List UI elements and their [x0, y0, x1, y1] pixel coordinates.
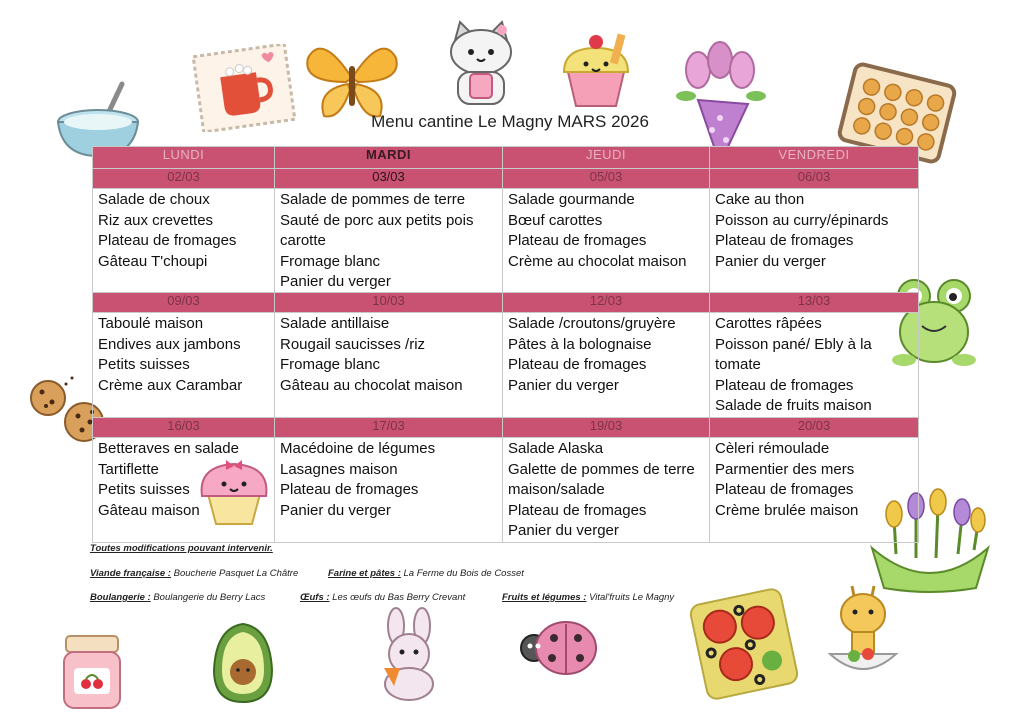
oeufs-label: Œufs : [300, 592, 330, 603]
menu-item: Crème au chocolat maison [508, 252, 687, 270]
menu-cell [710, 189, 919, 293]
fruits-label: Fruits et légumes : [502, 592, 587, 603]
jam-jar-icon [56, 628, 128, 712]
menu-item: Macédoine de légumes [280, 440, 436, 457]
date-cell: 10/03 [275, 293, 503, 313]
menu-item: Panier du verger [715, 252, 826, 270]
menu-item: Salade antillaise [280, 315, 390, 332]
menu-item: Plateau de fromages [715, 481, 854, 498]
menu-table [92, 146, 919, 543]
tomato-salad-icon [688, 586, 800, 702]
date-row-week-3 [93, 418, 919, 438]
menu-item: Gâteau maison [98, 501, 200, 519]
date-row-week-1 [93, 169, 919, 189]
menu-item: Cake au thon [715, 191, 805, 208]
menu-item: Carottes râpées [715, 315, 822, 332]
avocado-icon [208, 620, 278, 706]
menu-item: Plateau de fromages [508, 232, 647, 249]
menu-item: Riz aux crevettes [98, 211, 214, 229]
date-cell: 16/03 [93, 418, 275, 438]
menu-item: Salade /croutons/gruyère [508, 315, 676, 332]
menu-item: Salade de choux [98, 191, 210, 208]
menu-item: Taboulé maison [98, 315, 204, 332]
menu-item: Salade gourmande [508, 191, 635, 208]
menu-item: Fromage blanc [280, 252, 381, 270]
menu-item: Lasagnes maison [280, 460, 398, 478]
date-cell: 02/03 [93, 169, 275, 189]
viande-label: Viande française : [90, 568, 171, 579]
menu-item: Panier du verger [508, 376, 619, 394]
menu-item: Sauté de porc aux petits pois carotte [280, 211, 474, 249]
menu-item: Pâtes à la bolognaise [508, 335, 652, 353]
menu-item: Galette de pommes de terre maison/salade [508, 460, 695, 498]
menu-item: Petits suisses [98, 481, 190, 498]
menu-item: Plateau de fromages [715, 232, 854, 249]
menu-item: Plateau de fromages [715, 376, 854, 394]
menu-item: Crème brulée maison [715, 501, 859, 519]
day-header-row [93, 147, 919, 169]
menu-item: Plateau de fromages [98, 232, 237, 249]
menu-item: Plateau de fromages [280, 481, 419, 498]
bunny-icon [370, 606, 448, 702]
date-cell: 19/03 [503, 418, 710, 438]
menu-cell [503, 189, 710, 293]
boulangerie-label: Boulangerie : [90, 592, 151, 603]
menu-item: Plateau de fromages [508, 501, 647, 519]
boulangerie-value: Boulangerie du Berry Lacs [153, 592, 266, 603]
menu-item: Panier du verger [280, 501, 391, 519]
viande-value: Boucherie Pasquet La Châtre [173, 568, 299, 579]
menu-item: Panier du verger [508, 522, 619, 539]
menu-item: Betteraves en salade [98, 440, 239, 457]
ladybug-icon [516, 616, 600, 680]
day-header-thursday: JEUDI [503, 147, 710, 169]
day-header-monday: LUNDI [93, 147, 275, 169]
menu-row-week-1 [93, 189, 919, 293]
date-cell: 20/03 [710, 418, 919, 438]
menu-item: Panier du verger [280, 273, 391, 290]
menu-item: Poisson pané/ Ebly à la tomate [715, 335, 872, 373]
menu-item: Plateau de fromages [508, 356, 647, 373]
menu-item: Parmentier des mers [715, 460, 855, 478]
cupcake-icon [558, 30, 634, 110]
menu-row-week-2 [93, 313, 919, 418]
menu-item: Cèleri rémoulade [715, 440, 830, 457]
menu-item: Tartiflette [98, 460, 159, 478]
date-cell: 05/03 [503, 169, 710, 189]
menu-item: Rougail saucisses /riz [280, 335, 426, 353]
day-header-friday: VENDREDI [710, 147, 919, 169]
menu-item: Bœuf carottes [508, 211, 603, 229]
farine-label: Farine et pâtes : [328, 568, 401, 579]
day-header-tuesday: MARDI [275, 147, 503, 169]
menu-cell [503, 313, 710, 418]
butterfly-icon [302, 32, 402, 124]
date-cell: 06/03 [710, 169, 919, 189]
menu-item: Poisson au curry/épinards [715, 211, 889, 229]
date-cell: 13/03 [710, 293, 919, 313]
menu-item: Petits suisses [98, 356, 190, 373]
date-cell: 17/03 [275, 418, 503, 438]
modifications-note: Toutes modifications pouvant intervenir. [90, 543, 273, 554]
menu-cell [710, 313, 919, 418]
menu-cell [93, 189, 275, 293]
menu-cell [503, 438, 710, 543]
menu-item: Endives aux jambons [98, 335, 241, 353]
coffee-mug-stamp-icon [188, 44, 300, 132]
date-cell: 12/03 [503, 293, 710, 313]
date-cell: 09/03 [93, 293, 275, 313]
menu-item: Gâteau au chocolat maison [280, 376, 463, 394]
menu-cell [93, 438, 275, 543]
farine-value: La Ferme du Bois de Cosset [403, 568, 524, 579]
date-cell: 03/03 [275, 169, 503, 189]
menu-item: Crème aux Carambar [98, 376, 243, 394]
menu-item: Salade de fruits maison [715, 397, 872, 414]
menu-item: Fromage blanc [280, 356, 381, 373]
oeufs-value: Les œufs du Bas Berry Crevant [332, 592, 466, 603]
menu-cell [93, 313, 275, 418]
date-row-week-2 [93, 293, 919, 313]
menu-cell [275, 438, 503, 543]
menu-row-week-3 [93, 438, 919, 543]
menu-item: Salade Alaska [508, 440, 604, 457]
page-title: Menu cantine Le Magny MARS 2026 [371, 112, 649, 131]
menu-item: Gâteau T'choupi [98, 252, 208, 270]
fruits-value: Vital'fruits Le Magny [589, 592, 675, 603]
menu-cell [710, 438, 919, 543]
menu-cell [275, 189, 503, 293]
menu-cell [275, 313, 503, 418]
menu-item: Salade de pommes de terre [280, 191, 466, 208]
kawaii-cat-icon [440, 16, 522, 108]
giraffe-icon [824, 584, 902, 684]
